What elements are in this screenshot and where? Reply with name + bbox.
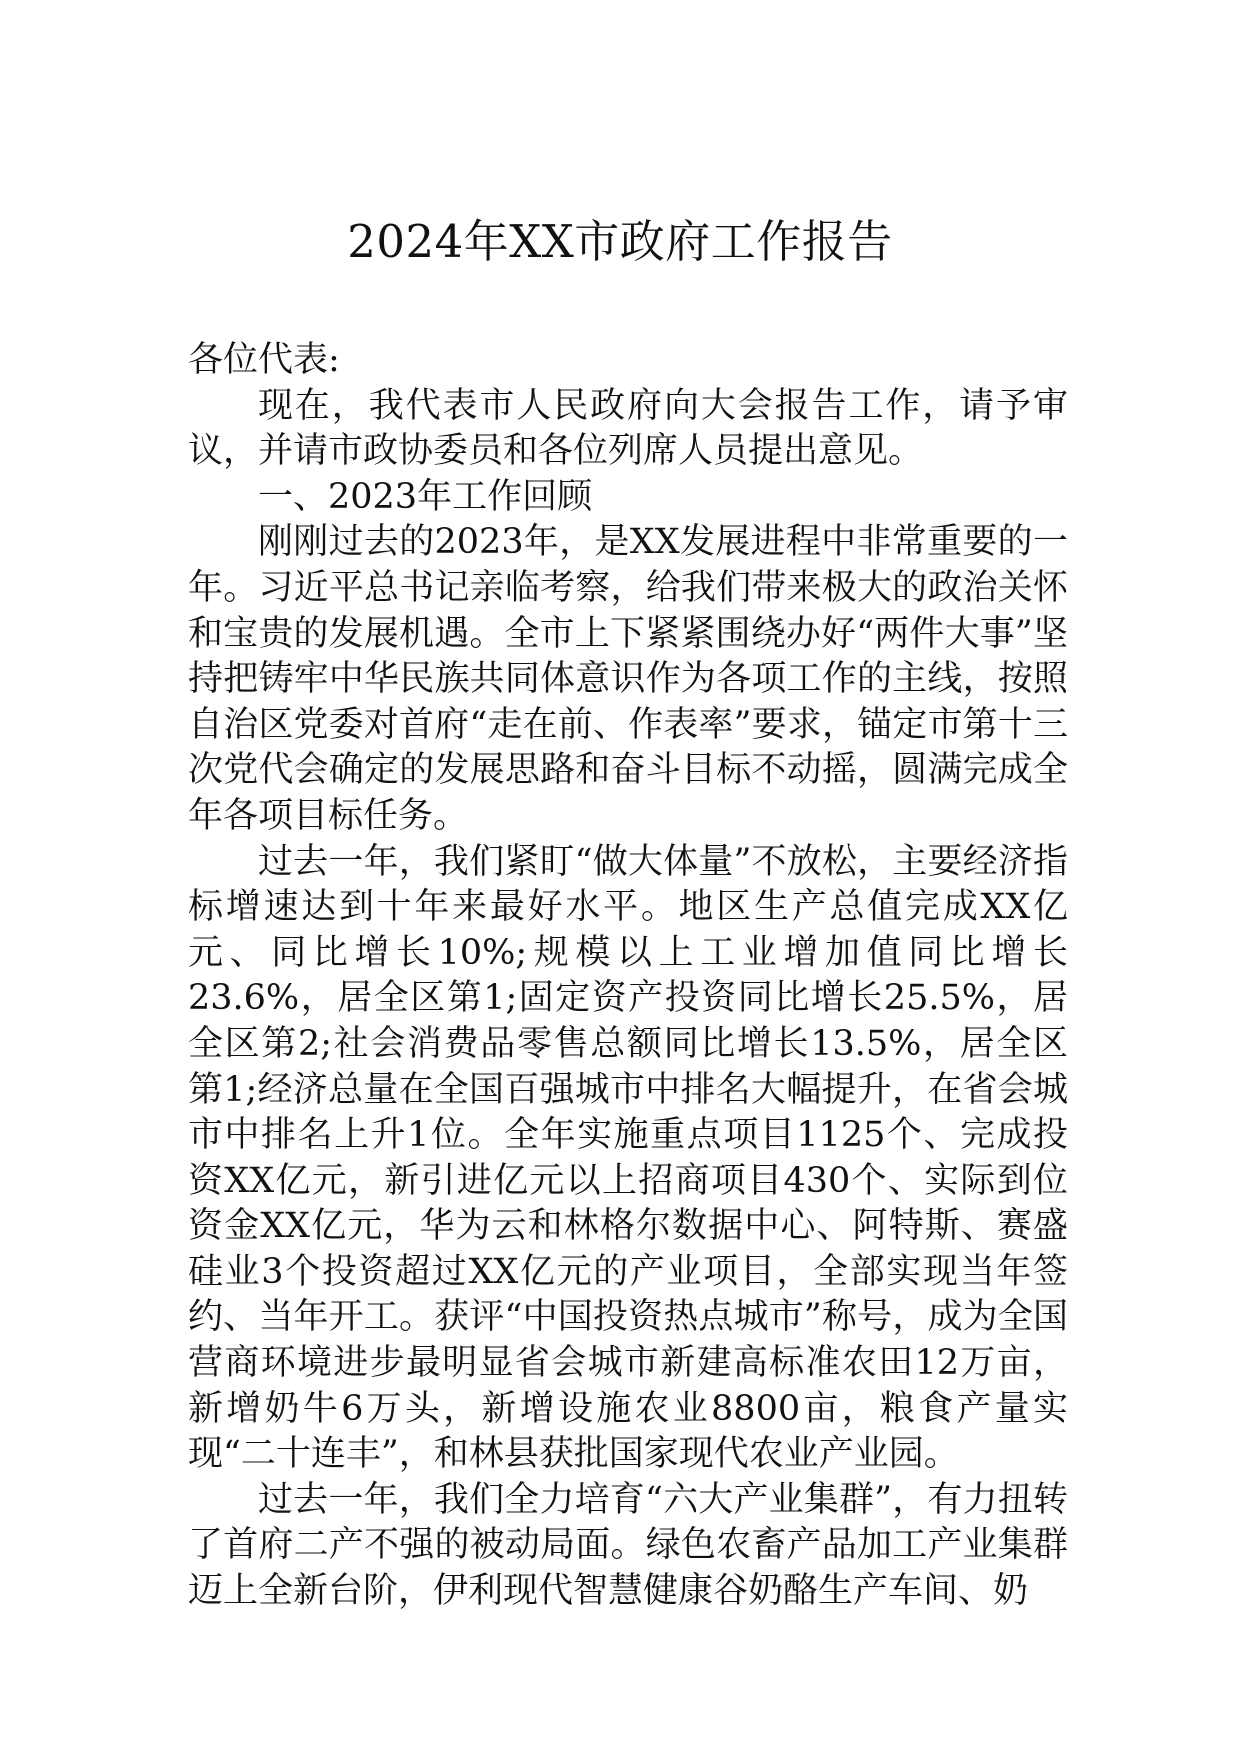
section-heading: 一、2023年工作回顾	[258, 476, 593, 517]
paragraph: 过去一年，我们紧盯“做大体量”不放松，主要经济指标增速达到十年来最好水平。地区生产总值完成XX亿元、同比增长10%;规模以上工业增加值同比增长23.6%，居全区第1;固定资产投资同比增长25.5%，居全区第2;社会消费品零售总额同比增长13.5%，居全区第1;经济总量在全国百强城市中排名大幅提升，在省会城市中排名上升1位。全年实施重点项目1125个、完成投资XX亿元，新引进亿元以上招商项目430个、实际到位资金XX亿元，华为云和林格尔数据中心、阿特斯、赛盛硅业3个投资超过XX亿元的产业项目，全部实现当年签约、当年开工。获评“中国投资热点城市”称号，成为全国营商环境进步最明显省会城市新建高标准农田12万亩，新增奶牛6万头，新增设施农业8800亩，粮食产量实现“二十连丰”，和林县获批国家现代农业产业园。	[188, 841, 1068, 1475]
paragraph: 过去一年，我们全力培育“六大产业集群”，有力扭转了首府二产不强的被动局面。绿色农畜产品加工产业集群迈上全新台阶，伊利现代智慧健康谷奶酪生产车间、奶	[188, 1479, 1068, 1612]
paragraph: 刚刚过去的2023年，是XX发展进程中非常重要的一年。习近平总书记亲临考察，给我们带来极大的政治关怀和宝贵的发展机遇。全市上下紧紧围绕办好“两件大事”坚持把铸牢中华民族共同体意识作为各项工作的主线，按照自治区党委对首府“走在前、作表率”要求，锚定市第十三次党代会确定的发展思路和奋斗目标不动摇，圆满完成全年各项目标任务。	[188, 522, 1068, 836]
document-title: 2024年XX市政府工作报告	[347, 215, 893, 268]
paragraph-opening: 现在，我代表市人民政府向大会报告工作，请予审议，并请市政协委员和各位列席人员提出意见。	[188, 385, 1068, 472]
document-body	[188, 338, 1068, 1615]
salutation: 各位代表:	[188, 340, 340, 380]
